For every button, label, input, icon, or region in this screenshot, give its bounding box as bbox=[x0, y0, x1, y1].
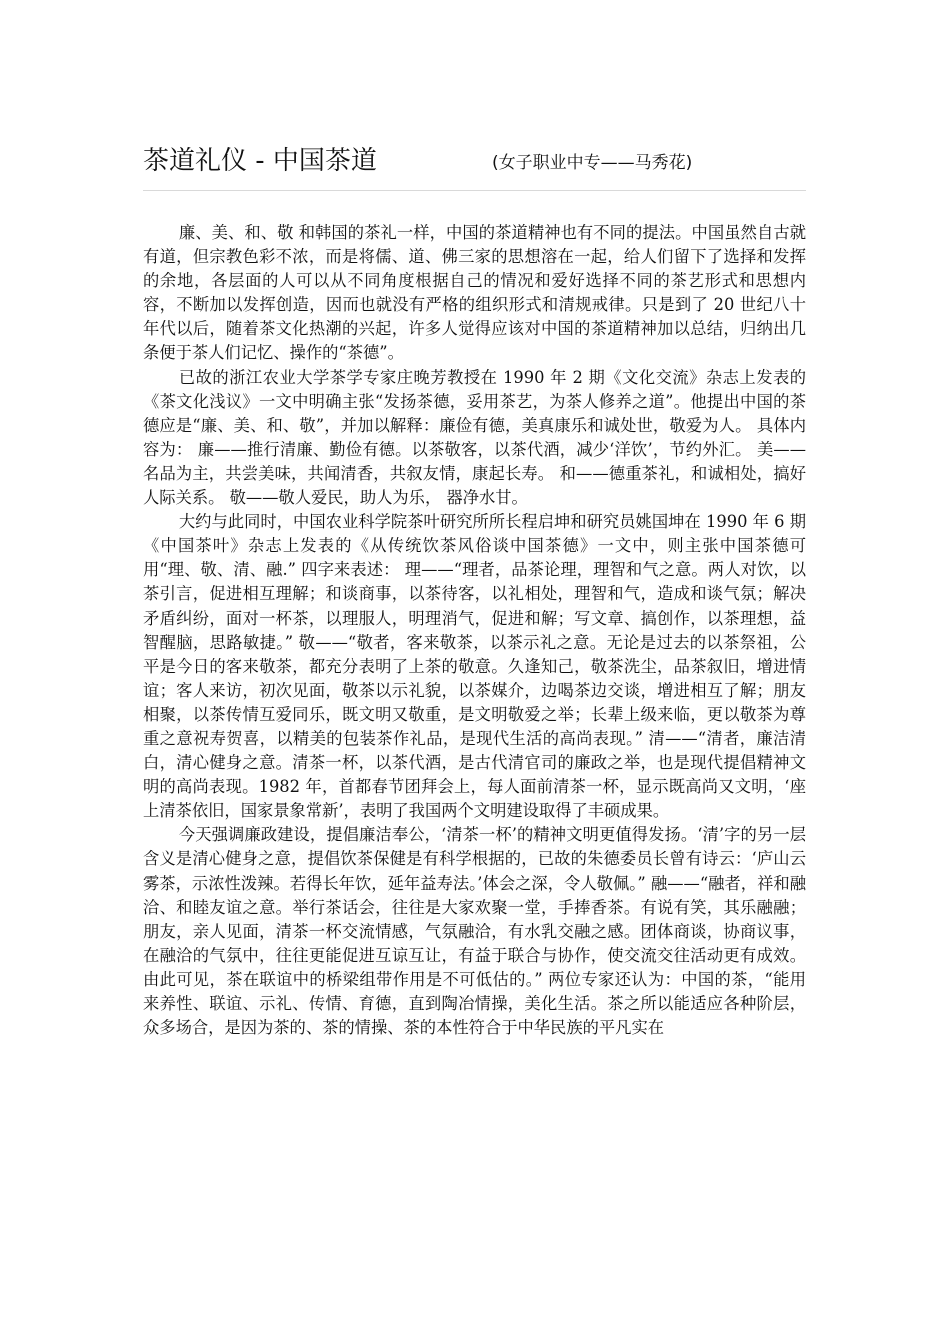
document-title: 茶道礼仪 - 中国茶道 bbox=[143, 146, 377, 176]
paragraph: 已故的浙江农业大学茶学专家庄晚芳教授在 1990 年 2 期《文化交流》杂志上发表的《茶文化浅议》一文中明确主张“发扬茶德，妥用茶艺，为茶人修养之道”。他提出中国的茶德应是“廉、美、和、敬”，并加以解释：廉俭有德，美真康乐和诚处世，敬爱为人。 具体内容为： 廉——推行清廉、勤俭有德。以茶敬客，以茶代酒，减少‘洋饮’，节约外汇。 美——名品为主，共尝美味，共闻清香，共叙友情，康起长寿。 和——德重茶礼，和诚相处，搞好人际关系。 敬——敬人爱民，助人为乐， 器净水甘。 bbox=[143, 367, 806, 508]
paragraph: 廉、美、和、敬 和韩国的茶礼一样，中国的茶道精神也有不同的提法。中国虽然自古就有道，但宗教色彩不浓，而是将儒、道、佛三家的思想溶在一起，给人们留下了选择和发挥的余地，各层面的人可以从不同角度根据自己的情况和爱好选择不同的茶艺形式和思想内容，不断加以发挥创造，因而也就没有严格的组织形式和清规戒律。只是到了 20 世纪八十年代以后，随着茶文化热潮的兴起，许多人觉得应该对中国的茶道精神加以总结，归纳出几条便于茶人们记忆、操作的“茶德”。 bbox=[143, 223, 806, 363]
document-header bbox=[143, 138, 806, 191]
document-subtitle: (女子职业中专——马秀花) bbox=[492, 153, 693, 173]
paragraph: 大约与此同时，中国农业科学院茶叶研究所所长程启坤和研究员姚国坤在 1990 年 6 期《中国茶叶》杂志上发表的《从传统饮茶风俗谈中国茶德》一文中，则主张中国茶德可用“理、敬、清、融.” 四字来表述： 理——“理者，品茶论理，理智和气之意。两人对饮，以茶引言，促进相互理解；和谈商事，以茶待客，以礼相处，理智和气，造成和谈气氛；解决矛盾纠纷，面对一杯茶，以理服人，明理消气，促进和解；写文章、搞创作，以茶理想，益智醒脑，思路敏捷。” 敬——“敬者，客来敬茶，以茶示礼之意。无论是过去的以茶祭祖，公平是今日的客来敬茶，都充分表明了上茶的敬意。久逢知己，敬茶洗尘，品茶叙旧，增进情谊；客人来访，初次见面，敬茶以示礼貌，以茶媒介，边喝茶边交谈，增进相互了解；朋友相聚，以茶传情互爱同乐，既文明又敬重，是文明敬爱之举；长辈上级来临，更以敬茶为尊重之意祝寿贺喜，以精美的包装茶作礼品，是现代生活的高尚表现。” 清——“清者，廉洁清白，清心健身之意。清茶一杯，以茶代酒，是古代清官司的廉政之举，也是现代提倡精神文明的高尚表现。1982 年，首都春节团拜会上，每人面前清茶一杯，显示既高尚又文明，‘座上清茶依旧，国家景象常新’，表明了我国两个文明建设取得了丰硕成果。 bbox=[143, 512, 806, 821]
document-body bbox=[143, 221, 806, 1040]
paragraph: 今天强调廉政建设，提倡廉洁奉公，‘清茶一杯’的精神文明更值得发扬。‘清’字的另一层含义是清心健身之意，提倡饮茶保健是有科学根据的，已故的朱德委员长曾有诗云：‘庐山云雾茶，示浓性泼辣。若得长年饮，延年益寿法。’体会之深，令人敬佩。” 融——“融者，祥和融洽、和睦友谊之意。举行茶话会，往往是大家欢聚一堂，手捧香茶。有说有笑，其乐融融；朋友，亲人见面，清茶一杯交流情感，气氛融洽，有水乳交融之感。团体商谈，协商议事，在融洽的气氛中，往往更能促进互谅互让，有益于联合与协作，使交流交往活动更有成效。由此可见，茶在联谊中的桥梁组带作用是不可低估的。” 两位专家还认为：中国的茶，“能用来养性、联谊、示礼、传情、育德，直到陶冶情操，美化生活。茶之所以能适应各种阶层，众多场合，是因为茶的、茶的情操、茶的本性符合于中华民族的平凡实在 bbox=[143, 825, 806, 1038]
